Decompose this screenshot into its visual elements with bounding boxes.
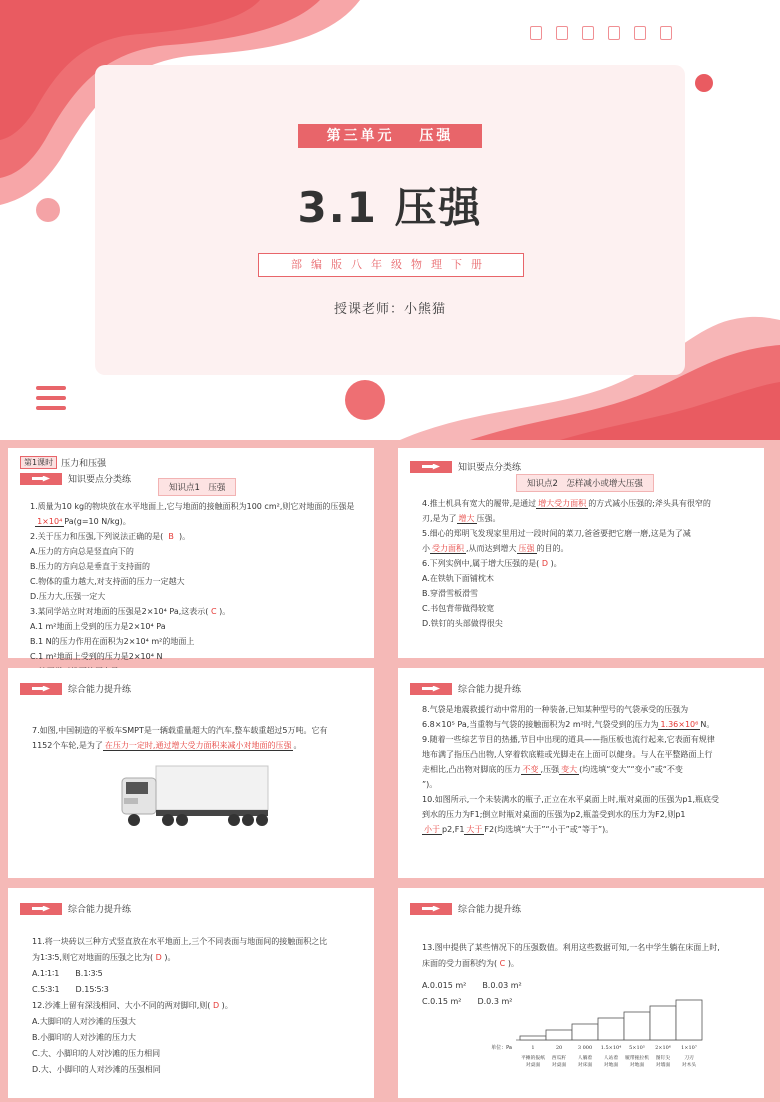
question-line: ”)。 <box>422 780 438 789</box>
lesson-number: 第1课时 <box>20 456 57 469</box>
top-icon-row <box>530 26 672 40</box>
option-line: D.大、小脚印的人对沙滩的压强相同 <box>32 1065 161 1074</box>
pressure-label: 平摊的报纸 <box>521 1056 545 1061</box>
question-line: 小 受力面积 ,从而达到增大 压强 的目的。 <box>422 544 569 553</box>
question-line: 为1∶3∶5,则它对地面的压强之比为( D )。 <box>32 953 176 962</box>
truck-image <box>120 764 270 836</box>
question-line: 床面的受力面积约为( C )。 <box>422 959 519 968</box>
pressure-step <box>624 1012 650 1040</box>
pressure-label: 图钉尖 <box>655 1056 671 1061</box>
slide-3 <box>8 668 374 878</box>
pressure-label: 履带拖拉机 <box>625 1056 649 1061</box>
question-line: 6.8×10⁵ Pa,当重物与气袋的接触面积为2 m²时,气袋受到的压力为 1.36×10⁶ N。 <box>422 720 715 729</box>
pressure-label: 人躺着 <box>577 1056 593 1061</box>
arrow-icon <box>410 683 452 695</box>
answer-blank: 增大 <box>458 514 475 523</box>
question-line: 走相比,凸出物对脚底的压力 不变 ,压强 变大 (均选填“变大”“变小”或“不变 <box>422 765 683 774</box>
arrow-icon <box>20 683 62 695</box>
slide-5 <box>8 888 374 1098</box>
pressure-value: 2×10⁶ <box>655 1045 671 1051</box>
question-line: 8.气袋是地震救援行动中常用的一种装备,已知某种型号的气袋承受的压强为 <box>422 705 689 714</box>
knowledge-point-label: 知识点2 怎样减小或增大压强 <box>516 474 654 492</box>
option-line: A.1 m²地面上受到的压力是2×10⁴ Pa <box>30 622 166 631</box>
question-block <box>32 934 368 1078</box>
pressure-value: 1.5×10⁴ <box>600 1045 622 1051</box>
option-line: A.在铁轨下面铺枕木 <box>422 574 494 583</box>
option-line: A.压力的方向总是竖直向下的 <box>30 547 134 556</box>
answer-blank: 小于 <box>424 825 440 834</box>
section-title: 综合能力提升练 <box>68 905 132 915</box>
section-header <box>20 902 131 915</box>
phone-icon <box>634 26 646 40</box>
pressure-label: 对木头 <box>681 1063 697 1068</box>
question-line: 1×10⁴ Pa(g=10 N/kg)。 <box>37 517 131 526</box>
question-line: 4.推土机具有宽大的履带,是通过 增大受力面积 的方式减小压强的;斧头具有很窄的 <box>422 499 711 508</box>
pressure-label: 对地面 <box>603 1063 619 1068</box>
pressure-label: 对桌面 <box>551 1063 567 1068</box>
question-line: 刃,是为了 增大 压强。 <box>422 514 501 523</box>
cover-slide <box>0 0 780 440</box>
section-header <box>20 682 131 695</box>
question-line: 3.某同学站立时对地面的压强是2×10⁴ Pa,这表示( C )。 <box>30 607 231 616</box>
option-line: A.0.015 m² B.0.03 m² <box>422 981 522 990</box>
answer-blank: 在压力一定时,通过增大受力面积来减小对地面的压强 <box>104 741 292 750</box>
pressure-label: 西瓜籽 <box>551 1056 567 1061</box>
option-line: B.1 N的压力作用在面积为2×10⁴ m²的地面上 <box>30 637 195 646</box>
option-line: C.大、小脚印的人对沙滩的压力相同 <box>32 1049 161 1058</box>
edition-label: 部编版八年级物理下册 <box>258 253 524 277</box>
question-line: 12.沙滩上留有深浅相同、大小不同的两对脚印,则( D )。 <box>32 1001 233 1010</box>
pressure-step <box>546 1030 572 1040</box>
question-block <box>422 496 758 631</box>
answer-blank: C <box>210 607 217 616</box>
answer-blank: D <box>155 953 162 962</box>
section-title: 综合能力提升练 <box>458 905 522 915</box>
section-header <box>410 902 521 915</box>
menu-icon[interactable] <box>36 386 66 416</box>
unit-label: 单位：Pa <box>491 1045 512 1051</box>
answer-blank: 1.36×10⁶ <box>660 720 699 729</box>
knowledge-point-label: 知识点1 压强 <box>158 478 236 496</box>
option-line: B.小脚印的人对沙滩的压力大 <box>32 1033 137 1042</box>
section-title: 知识要点分类练 <box>458 463 522 473</box>
pressure-label: 刀刃 <box>684 1056 694 1061</box>
question-line: 10.如图所示,一个未装满水的瓶子,正立在水平桌面上时,瓶对桌面的压强为p1,瓶底受 <box>422 795 720 804</box>
pressure-step <box>520 1036 546 1040</box>
slide-4 <box>398 668 764 878</box>
question-line: 9.随着一些综艺节目的热播,节目中出现的道具——指压板也流行起来,它表面有规律 <box>422 735 715 744</box>
pressure-label: 对桌面 <box>525 1063 541 1068</box>
bar-chart-icon <box>530 26 542 40</box>
question-line: 6.下列实例中,属于增大压强的是( D )。 <box>422 559 562 568</box>
section-title: 知识要点分类练 <box>68 475 132 485</box>
question-line: 5.细心的郑明飞发现家里用过一段时间的菜刀,爸爸要把它磨一磨,这是为了减 <box>422 529 691 538</box>
section-title: 综合能力提升练 <box>458 685 522 695</box>
answer-blank: 压强 <box>518 544 535 553</box>
question-line: 到水的压力为F1;倒立时瓶对桌面的压强为p2,瓶盖受到水的压力为F2,则p1 <box>422 810 686 819</box>
pressure-value: 5×10⁵ <box>629 1045 645 1051</box>
question-block <box>422 702 758 837</box>
section-header <box>20 472 131 485</box>
pressure-label: 人站着 <box>603 1056 619 1061</box>
answer-blank: 不变 <box>522 765 539 774</box>
answer-blank: C <box>499 959 506 968</box>
teacher-label: 授课老师：小熊猫 <box>333 302 446 317</box>
document-icon <box>660 26 672 40</box>
option-line: D.铁钉的头部做得很尖 <box>422 619 503 628</box>
answer-blank: B <box>168 532 174 541</box>
option-line: C.书包背带做得较宽 <box>422 604 495 613</box>
arrow-icon <box>410 461 452 473</box>
answer-blank: 1×10⁴ <box>37 517 63 526</box>
answer-blank: 受力面积 <box>432 544 464 553</box>
section-title: 综合能力提升练 <box>68 685 132 695</box>
pressure-label: 对地面 <box>629 1063 645 1068</box>
question-line: 2.关于压力和压强,下列说法正确的是( B )。 <box>30 532 191 541</box>
pressure-staircase-figure <box>468 988 758 1093</box>
section-header <box>410 460 521 473</box>
arrow-icon <box>20 473 62 485</box>
question-block <box>32 723 368 753</box>
pressure-step <box>650 1006 676 1040</box>
answer-blank: 增大受力面积 <box>538 499 587 508</box>
clipboard-icon <box>556 26 568 40</box>
option-line: C.物体的重力越大,对支持面的压力一定越大 <box>30 577 185 586</box>
pressure-step <box>572 1024 598 1040</box>
question-line: 1152个车轮,是为了 在压力一定时,通过增大受力面积来减小对地面的压强 。 <box>32 741 302 750</box>
unit-label: 第三单元 压强 <box>298 124 482 148</box>
pressure-value: 1 <box>531 1045 535 1051</box>
question-line: 7.如图,中国制造的平板车SMPT是一辆载重量超大的汽车,整车载重超过5万吨。它有 <box>32 726 328 735</box>
question-line: 13.图中提供了某些情况下的压强数值。利用这些数据可知,一名中学生躺在床面上时, <box>422 943 720 952</box>
option-line: C.0.15 m² D.0.3 m² <box>422 997 513 1006</box>
question-line: 地布满了指压凸出物,人穿着软底鞋或光脚走在上面可以健身。与人在平整路面上行 <box>422 750 713 759</box>
answer-blank: D <box>541 559 549 568</box>
pressure-value: 20 <box>555 1045 563 1051</box>
question-line: 11.将一块砖以三种方式竖直放在水平地面上,三个不同表面与地面间的接触面积之比 <box>32 937 328 946</box>
pressure-label: 对墙面 <box>655 1063 671 1068</box>
pressure-step <box>676 1000 702 1040</box>
answer-blank: 变大 <box>561 765 578 774</box>
question-line: 小于 p2,F1 大于 F2(均选填“大于”“小于”或“等于”)。 <box>424 825 614 834</box>
answer-blank: 大于 <box>466 825 483 834</box>
lesson-title: 3.1 压强 <box>297 183 483 232</box>
option-line: A.1∶1∶1 B.1∶3∶5 <box>32 969 103 978</box>
slide-2 <box>398 448 764 658</box>
arrow-icon <box>20 903 62 915</box>
pressure-value: 1×10⁷ <box>681 1045 697 1051</box>
calendar-icon <box>582 26 594 40</box>
option-line: C.1 m²地面上受到的压力是2×10⁴ N <box>30 652 163 661</box>
question-block <box>30 499 370 679</box>
lesson-title: 压力和压强 <box>61 459 107 469</box>
section-header <box>410 682 521 695</box>
option-line: C.5∶3∶1 D.15∶5∶3 <box>32 985 109 994</box>
lesson-header <box>20 456 106 469</box>
pressure-step <box>598 1018 624 1040</box>
question-line: 1.质量为10 kg的物块放在水平地面上,它与地面的接触面积为100 cm²,则它对地面的压强是 <box>30 502 355 511</box>
option-line: D.压力大,压强一定大 <box>30 592 106 601</box>
pressure-value: 3 000 <box>577 1045 593 1051</box>
answer-blank: D <box>212 1001 220 1010</box>
option-line: B.穿滑雪板滑雪 <box>422 589 479 598</box>
arrow-icon <box>410 903 452 915</box>
slide-6 <box>398 888 764 1098</box>
briefcase-icon <box>608 26 620 40</box>
option-line: B.压力的方向总是垂直于支持面的 <box>30 562 151 571</box>
pressure-label: 对床面 <box>577 1063 593 1068</box>
slide-1 <box>8 448 374 661</box>
option-line: A.大脚印的人对沙滩的压强大 <box>32 1017 136 1026</box>
